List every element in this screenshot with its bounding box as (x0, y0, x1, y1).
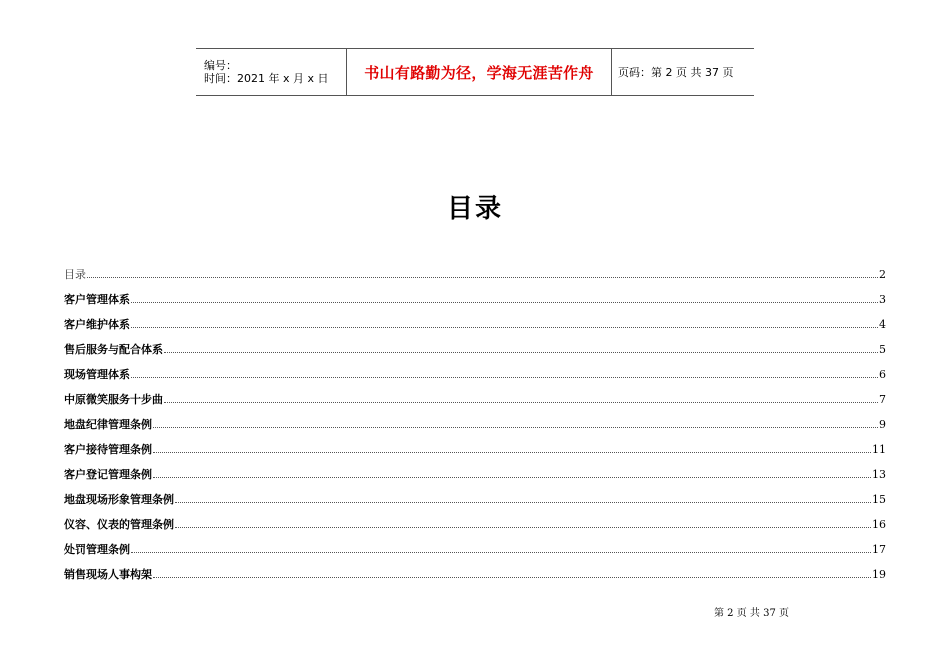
toc-entry[interactable] (64, 306, 886, 331)
toc-entry[interactable] (64, 456, 886, 481)
toc-dot-leader (153, 576, 871, 578)
toc-entry[interactable] (64, 506, 886, 531)
toc-entry-label: 销售现场人事构架 (64, 568, 152, 581)
toc-entry-page: 5 (879, 343, 886, 356)
toc-entry-label: 地盘现场形象管理条例 (64, 493, 174, 506)
toc-dot-leader (153, 426, 878, 428)
toc-dot-leader (175, 526, 871, 528)
header-number-label: 编号： (204, 59, 237, 72)
toc-dot-leader (164, 401, 878, 403)
header-page-code: 页码：第 2 页 共 37 页 (618, 66, 734, 79)
header-motto-cell (347, 49, 612, 96)
toc-entry-label: 仪容、仪表的管理条例 (64, 518, 174, 531)
toc-entry-page: 4 (879, 318, 886, 331)
toc-entry-page: 13 (872, 468, 886, 481)
toc-entry-label: 中原微笑服务十步曲 (64, 393, 163, 406)
page-title: 目录 (446, 194, 503, 224)
toc-dot-leader (131, 326, 878, 328)
toc-entry-label: 客户接待管理条例 (64, 443, 152, 456)
toc-entry[interactable] (64, 281, 886, 306)
toc-entry-label: 目录 (64, 268, 86, 281)
toc-entry[interactable] (64, 556, 886, 581)
toc-entry-label: 现场管理体系 (64, 368, 130, 381)
toc-dot-leader (175, 501, 871, 503)
toc-dot-leader (87, 276, 878, 278)
toc-dot-leader (131, 301, 878, 303)
toc-entry-label: 客户管理体系 (64, 293, 130, 306)
toc-entry[interactable] (64, 356, 886, 381)
toc-entry[interactable] (64, 406, 886, 431)
toc-entry-page: 9 (879, 418, 886, 431)
toc-entry-page: 11 (872, 443, 886, 456)
toc-entry[interactable] (64, 381, 886, 406)
toc-entry[interactable] (64, 331, 886, 356)
toc-entry-label: 客户登记管理条例 (64, 468, 152, 481)
toc-entry-label: 地盘纪律管理条例 (64, 418, 152, 431)
toc-dot-leader (164, 351, 878, 353)
toc-entry-label: 处罚管理条例 (64, 543, 130, 556)
toc-entry[interactable] (64, 431, 886, 456)
toc-dot-leader (131, 551, 871, 553)
toc-entry-page: 6 (879, 368, 886, 381)
table-of-contents (64, 256, 886, 581)
toc-dot-leader (153, 451, 871, 453)
toc-entry-page: 2 (879, 268, 886, 281)
document-header (196, 48, 754, 96)
toc-dot-leader (153, 476, 871, 478)
header-motto: 书山有路勤为径，学海无涯苦作舟 (364, 63, 594, 82)
header-time-label: 时间：2021 年 x 月 x 日 (204, 72, 329, 85)
toc-entry-page: 7 (879, 393, 886, 406)
toc-entry-page: 19 (872, 568, 886, 581)
toc-entry-page: 16 (872, 518, 886, 531)
footer-page-number: 第 2 页 共 37 页 (714, 608, 789, 619)
header-page-code-cell (612, 49, 755, 96)
toc-entry-label: 售后服务与配合体系 (64, 343, 163, 356)
header-meta-cell (196, 49, 347, 96)
toc-entry-page: 17 (872, 543, 886, 556)
toc-dot-leader (131, 376, 878, 378)
toc-entry-label: 客户维护体系 (64, 318, 130, 331)
toc-entry[interactable] (64, 481, 886, 506)
toc-entry[interactable] (64, 531, 886, 556)
toc-entry[interactable] (64, 256, 886, 281)
toc-entry-page: 3 (879, 293, 886, 306)
toc-entry-page: 15 (872, 493, 886, 506)
